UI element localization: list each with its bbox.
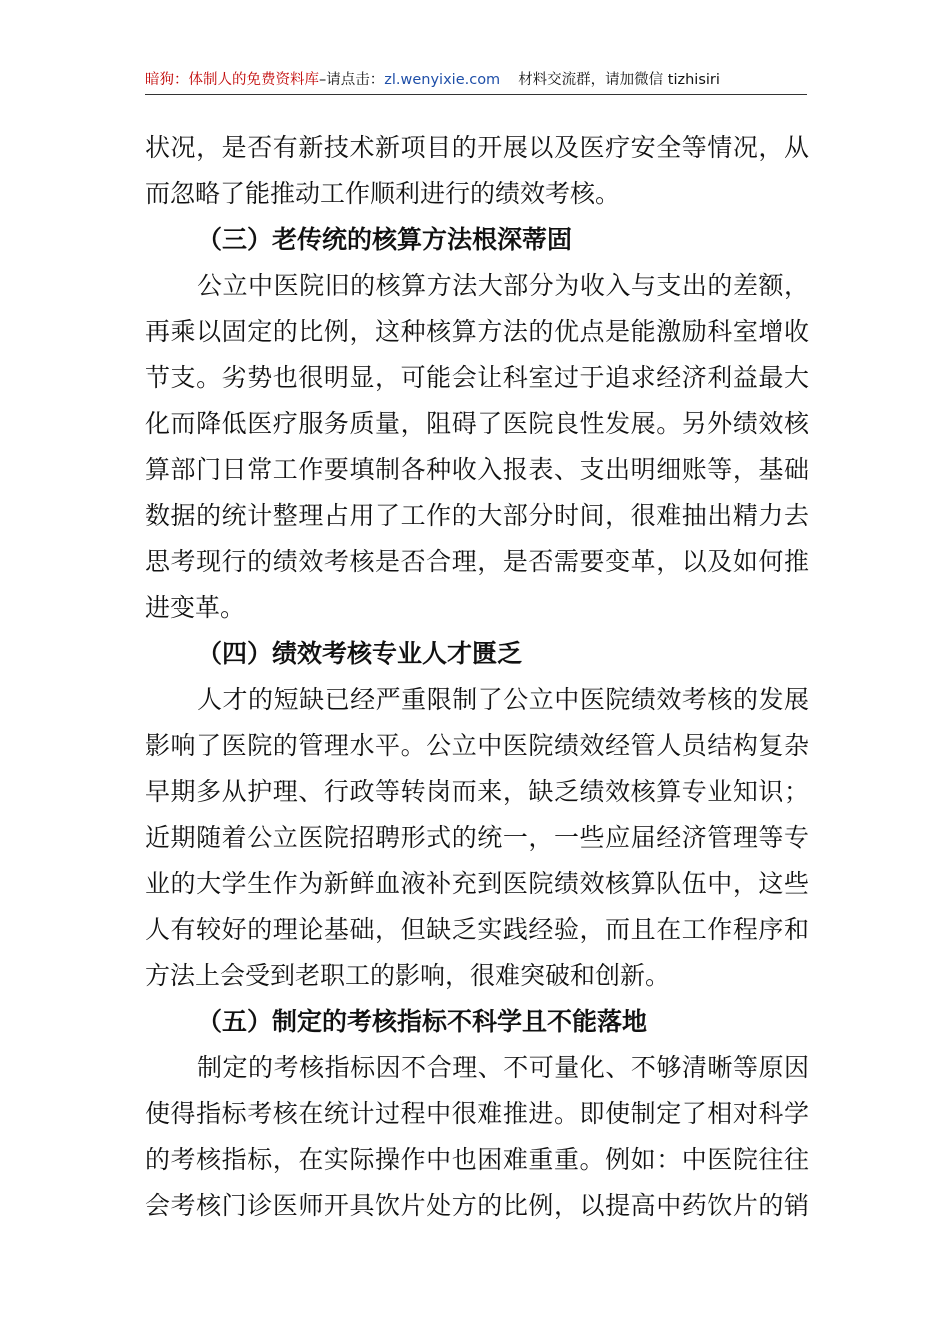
paragraph-line: 再乘以固定的比例，这种核算方法的优点是能激励科室增收 [145,317,809,346]
paragraph-line: 的考核指标，在实际操作中也困难重重。例如：中医院往往 [145,1145,809,1174]
paragraph-line: 使得指标考核在统计过程中很难推进。即使制定了相对科学 [145,1099,809,1128]
paragraph-line: 化而降低医疗服务质量，阻碍了医院良性发展。另外绩效核 [145,409,809,438]
paragraph-line: 会考核门诊医师开具饮片处方的比例，以提高中药饮片的销 [145,1191,809,1220]
header-site-name: 暗狗：体制人的免费资料库 [145,72,319,88]
section-heading: （四）绩效考核专业人才匮乏 [197,639,523,668]
paragraph-line: 制定的考核指标因不合理、不可量化、不够清晰等原因 [197,1053,809,1082]
paragraph-line: 近期随着公立医院招聘形式的统一，一些应届经济管理等专 [145,823,809,852]
section-heading: （三）老传统的核算方法根深蒂固 [197,225,573,254]
document-body [145,125,809,1229]
paragraph-line: 影响了医院的管理水平。公立中医院绩效经管人员结构复杂 [145,731,809,760]
paragraph-line: 而忽略了能推动工作顺利进行的绩效考核。 [145,179,621,208]
paragraph-line: 人才的短缺已经严重限制了公立中医院绩效考核的发展 [197,685,809,714]
header-click-prompt: –请点击： [319,72,385,88]
paragraph-line: 人有较好的理论基础，但缺乏实践经验，而且在工作程序和 [145,915,809,944]
paragraph-line: 思考现行的绩效考核是否合理，是否需要变革，以及如何推 [145,547,809,576]
paragraph-line: 早期多从护理、行政等转岗而来，缺乏绩效核算专业知识； [145,777,809,806]
paragraph-line: 进变革。 [145,593,246,622]
section-heading: （五）制定的考核指标不科学且不能落地 [197,1007,648,1036]
paragraph-line: 方法上会受到老职工的影响，很难突破和创新。 [145,961,671,990]
paragraph-line: 公立中医院旧的核算方法大部分为收入与支出的差额， [197,271,809,300]
header-contact-text: 材料交流群，请加微信 tizhisiri [518,72,720,88]
paragraph-line: 状况，是否有新技术新项目的开展以及医疗安全等情况，从 [145,133,809,162]
paragraph-line: 节支。劣势也很明显，可能会让科室过于追求经济利益最大 [145,363,809,392]
page-header [145,66,807,95]
paragraph-line: 数据的统计整理占用了工作的大部分时间，很难抽出精力去 [145,501,809,530]
paragraph-line: 业的大学生作为新鲜血液补充到医院绩效核算队伍中，这些 [145,869,809,898]
header-url-link[interactable]: zl.wenyixie.com [384,72,501,88]
paragraph-line: 算部门日常工作要填制各种收入报表、支出明细账等，基础 [145,455,809,484]
